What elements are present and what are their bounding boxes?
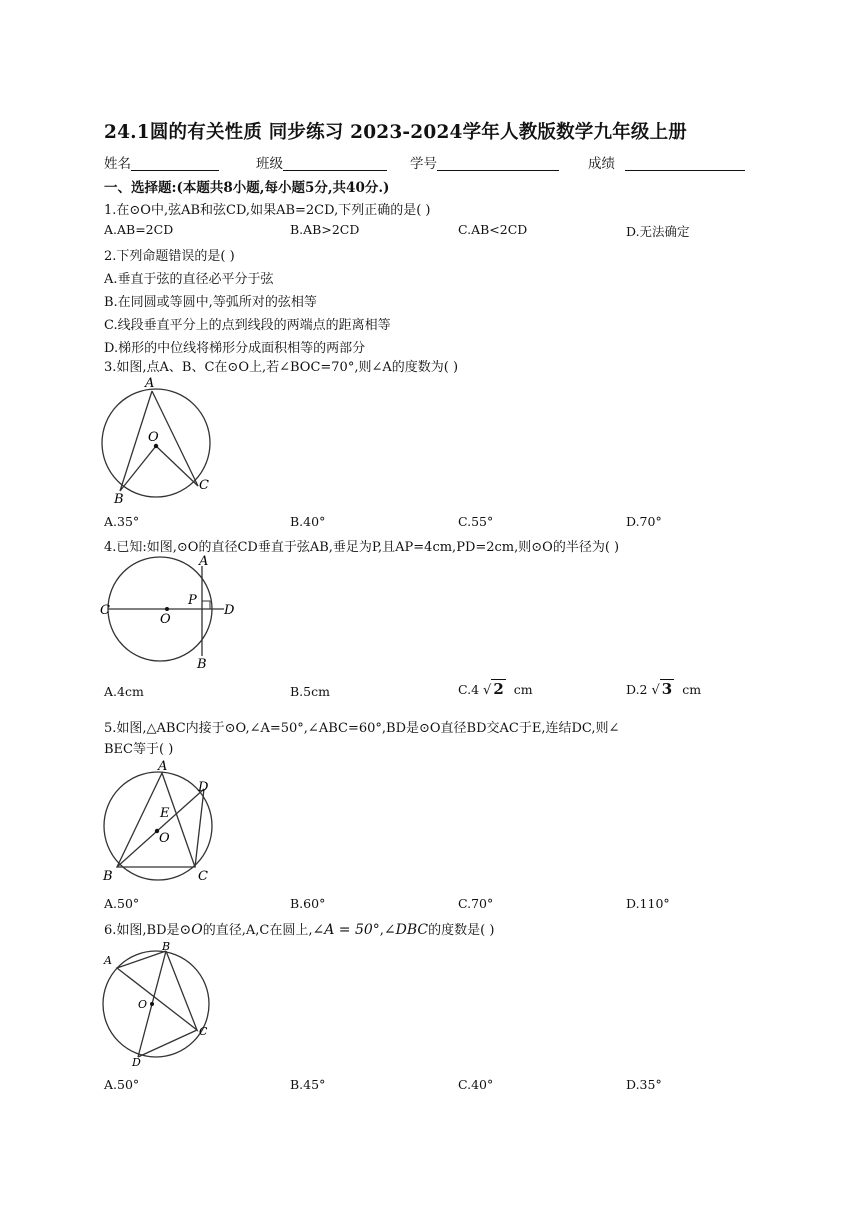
q5-stem-line1: 5.如图,△ABC内接于⊙O,∠A=50°,∠ABC=60°,BD是⊙O直径BD交AC于E,连结DC,则∠ xyxy=(104,721,620,736)
q5-label-b: B xyxy=(103,869,113,884)
q4-option-c-unit: cm xyxy=(513,682,533,697)
q4-option-d-label: D.2 xyxy=(626,682,648,697)
q6-chord-dc xyxy=(138,1030,197,1057)
q5-label-c: C xyxy=(198,869,208,884)
q5-label-o: O xyxy=(159,831,170,846)
q2-option-b: B.在同圆或等圆中,等弧所对的弦相等 xyxy=(104,295,317,310)
section-heading: 一、选择题:(本题共8小题,每小题5分,共40分.) xyxy=(104,180,390,196)
q1-option-b: B.AB>2CD xyxy=(290,222,360,237)
q5-label-a: A xyxy=(158,759,168,774)
score-blank[interactable] xyxy=(625,156,745,171)
q6-stem-sep: , xyxy=(379,923,384,938)
q4-option-c xyxy=(458,680,533,698)
q2-option-a: A.垂直于弦的直径必平分于弦 xyxy=(104,272,274,287)
q3-label-a: A xyxy=(145,376,155,391)
q6-stem-pre: 6.如图,BD是 xyxy=(104,923,180,938)
score-field xyxy=(588,152,745,172)
q1-option-a: A.AB=2CD xyxy=(104,222,174,237)
q6-stem-mid: 的直径,A,C在圆上, xyxy=(202,923,313,938)
q4-stem: 4.已知:如图,⊙O的直径CD垂直于弦AB,垂足为P,且AP=4cm,PD=2cm,则⊙O的半径为( ) xyxy=(104,540,620,555)
q4-option-b: B.5cm xyxy=(290,684,330,699)
q3-option-d: D.70° xyxy=(626,514,662,529)
q4-right-angle xyxy=(202,601,210,609)
q5-figure xyxy=(100,758,220,886)
q6-option-b: B.45° xyxy=(290,1077,326,1092)
q6-stem-angle: ∠A = 50° xyxy=(312,922,380,938)
name-blank[interactable] xyxy=(131,156,219,171)
class-label: 班级 xyxy=(256,156,283,172)
q6-stem xyxy=(104,919,494,938)
q3-lines xyxy=(120,391,198,491)
q5-option-b: B.60° xyxy=(290,896,326,911)
q4-option-d-unit: cm xyxy=(682,682,702,697)
q4-label-p: P xyxy=(188,593,197,608)
name-label: 姓名 xyxy=(104,156,131,172)
q4-sqrt-2: √ 2 xyxy=(483,680,504,698)
name-field xyxy=(104,152,219,172)
q4-option-c-label: C.4 xyxy=(458,682,480,697)
q4-sqrt-3-value: 3 xyxy=(661,680,673,698)
q6-figure xyxy=(100,940,220,1068)
q5-label-d: D xyxy=(198,780,209,795)
q3-option-c: C.55° xyxy=(458,514,494,529)
q3-label-c: C xyxy=(199,478,209,493)
q5-label-e: E xyxy=(160,806,170,821)
q6-stem-post: 的度数是( ) xyxy=(428,923,495,938)
class-field xyxy=(256,152,387,172)
q4-figure xyxy=(100,552,236,672)
q5-option-c: C.70° xyxy=(458,896,494,911)
q5-triangle xyxy=(117,773,195,867)
q3-option-a: A.35° xyxy=(104,514,140,529)
q3-option-b: B.40° xyxy=(290,514,326,529)
q4-sqrt-2-value: 2 xyxy=(493,680,504,698)
q6-option-a: A.50° xyxy=(104,1077,140,1092)
q3-label-b: B xyxy=(114,492,124,506)
q3-stem: 3.如图,点A、B、C在⊙O上,若∠BOC=70°,则∠A的度数为( ) xyxy=(104,360,459,375)
q4-center-dot xyxy=(165,607,169,611)
score-label: 成绩 xyxy=(588,156,615,172)
q1-option-c: C.AB<2CD xyxy=(458,222,528,237)
q2-option-d: D.梯形的中位线将梯形分成面积相等的两部分 xyxy=(104,341,366,356)
q4-label-b: B xyxy=(197,657,207,672)
q4-label-c: C xyxy=(100,603,110,618)
q6-label-b: B xyxy=(162,940,171,953)
q2-option-c: C.线段垂直平分上的点到线段的两端点的距离相等 xyxy=(104,318,391,333)
q4-label-a: A xyxy=(199,554,209,569)
q6-label-d: D xyxy=(132,1056,141,1068)
q6-label-o: O xyxy=(138,998,148,1011)
q6-label-a: A xyxy=(104,954,112,967)
q3-figure xyxy=(100,376,216,506)
q2-stem: 2.下列命题错误的是( ) xyxy=(104,249,235,264)
q4-option-d xyxy=(626,680,701,698)
q3-label-o: O xyxy=(148,430,159,445)
q1-option-d: D.无法确定 xyxy=(626,224,690,239)
q5-option-a: A.50° xyxy=(104,896,140,911)
q4-label-o: O xyxy=(160,612,171,627)
id-field xyxy=(410,152,559,172)
q4-sqrt-3: √ 3 xyxy=(651,680,673,698)
q5-stem-line2: BEC等于( ) xyxy=(104,742,174,757)
class-blank[interactable] xyxy=(283,156,387,171)
q6-center-dot xyxy=(150,1002,154,1006)
q6-option-d: D.35° xyxy=(626,1077,662,1092)
q5-option-d: D.110° xyxy=(626,896,670,911)
q4-label-d: D xyxy=(224,603,235,618)
id-label: 学号 xyxy=(410,156,437,172)
page-title: 24.1圆的有关性质 同步练习 2023-2024学年人教版数学九年级上册 xyxy=(104,122,687,143)
q6-stem-circle: ⊙O xyxy=(179,922,203,938)
q4-option-a: A.4cm xyxy=(104,684,144,699)
id-blank[interactable] xyxy=(437,156,559,171)
q1-stem: 1.在⊙O中,弦AB和弦CD,如果AB=2CD,下列正确的是( ) xyxy=(104,203,431,218)
q6-triangle-abc xyxy=(117,951,197,1030)
q6-stem-dbc: ∠DBC xyxy=(383,922,429,938)
q6-label-c: C xyxy=(199,1025,208,1038)
q6-option-c: C.40° xyxy=(458,1077,494,1092)
